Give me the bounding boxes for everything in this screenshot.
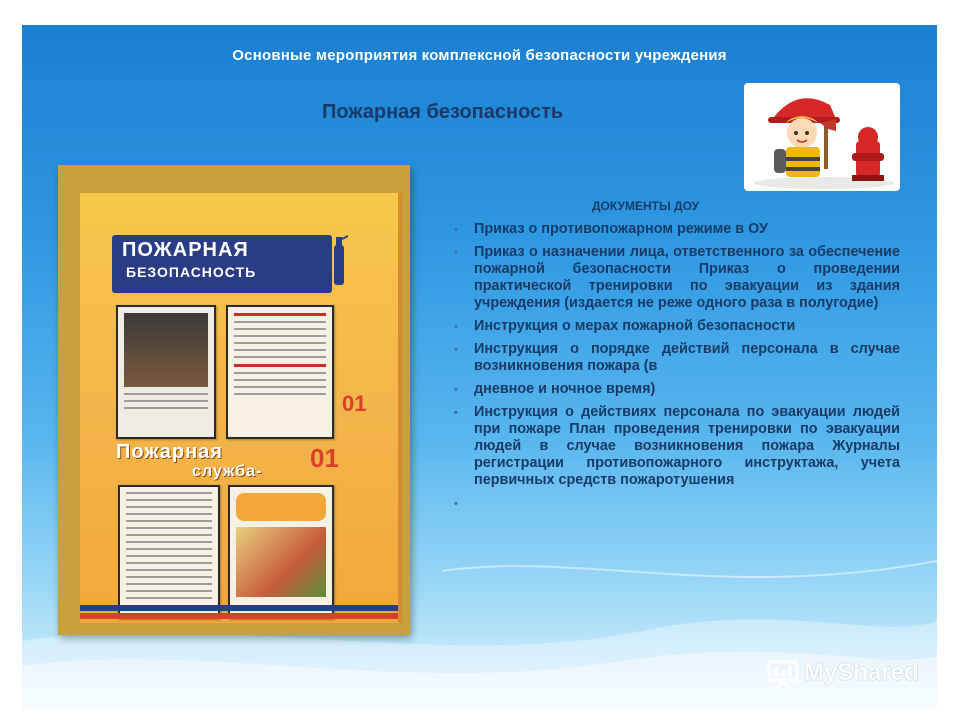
poster-photo bbox=[58, 165, 410, 635]
bullet-icon: • bbox=[454, 344, 458, 356]
poster-document-2 bbox=[226, 305, 334, 439]
poster-label-line2: служба- bbox=[192, 463, 263, 480]
bullet-icon: • bbox=[454, 407, 458, 419]
bullet-icon: • bbox=[454, 384, 458, 396]
list-item: • Инструкция о порядке действий персонала в случае возникновения пожара (в bbox=[454, 341, 900, 374]
poster-number-top: 01 bbox=[342, 391, 367, 416]
slide-subtitle: Пожарная безопасность bbox=[322, 101, 564, 123]
poster-board bbox=[80, 193, 402, 623]
poster-document-3 bbox=[118, 485, 220, 619]
documents-heading: ДОКУМЕНТЫ ДОУ bbox=[592, 199, 700, 213]
firefighter-kid-image bbox=[744, 83, 900, 191]
list-item: • Приказ о назначении лица, ответственного за обеспечение пожарной безопасности Приказ о проведении практической тренировки по эвакуации из здания учреждения (издается не реже одного раза в полугодие) bbox=[454, 244, 900, 311]
fire-extinguisher-icon bbox=[330, 235, 348, 287]
firefighter-illustration bbox=[744, 83, 900, 191]
watermark-text: MyShared bbox=[804, 659, 919, 686]
poster-stripe-blue bbox=[80, 605, 398, 611]
documents-list bbox=[454, 221, 900, 510]
bullet-icon: • bbox=[454, 498, 458, 510]
poster-label-line1: Пожарная bbox=[116, 441, 223, 463]
slide-title: Основные мероприятия комплексной безопасности учреждения bbox=[232, 47, 727, 64]
bullet-icon: • bbox=[454, 224, 458, 236]
poster-document-1 bbox=[116, 305, 216, 439]
list-item: • Инструкция о действиях персонала по эвакуации людей при пожаре План проведения тренировки по эвакуации людей в случае возникновения пожара Журналы регистрации противопожарного инструктажа, учета первичных средств пожаротушения bbox=[454, 404, 900, 488]
poster-title-line2: БЕЗОПАСНОСТЬ bbox=[126, 264, 257, 280]
presentation-board-icon bbox=[766, 657, 800, 691]
bullet-icon: • bbox=[454, 321, 458, 333]
poster-title-line1: ПОЖАРНАЯ bbox=[122, 239, 249, 261]
bullet-icon: • bbox=[454, 247, 458, 259]
poster-number-mid: 01 bbox=[310, 443, 339, 473]
list-item: • Инструкция о мерах пожарной безопасности bbox=[454, 318, 796, 334]
list-item: • дневное и ночное время) bbox=[454, 381, 656, 397]
list-item: • Приказ о противопожарном режиме в ОУ bbox=[454, 221, 768, 237]
poster-title-plate bbox=[112, 235, 332, 293]
poster-document-4 bbox=[228, 485, 334, 619]
slide bbox=[22, 25, 937, 711]
poster-stripe-red bbox=[80, 613, 398, 619]
myshared-watermark bbox=[766, 657, 926, 695]
